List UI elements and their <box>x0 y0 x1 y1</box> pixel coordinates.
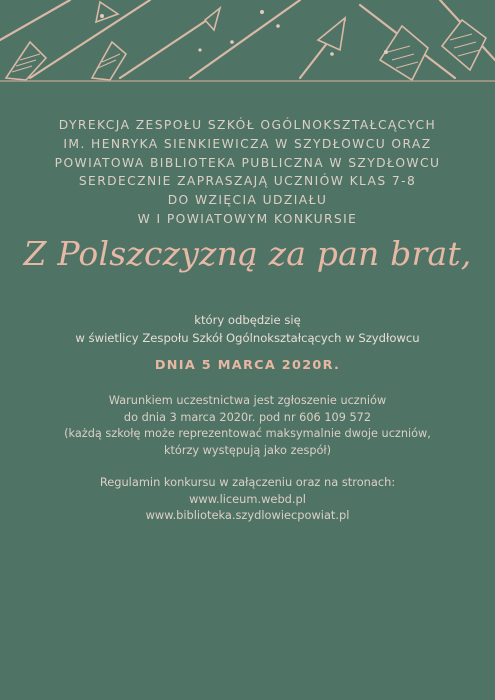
event-location <box>0 311 495 347</box>
event-date: DNIA 5 MARCA 2020R. <box>154 358 341 373</box>
regulations-line: Regulamin konkursu w załączeniu oraz na stronach: <box>99 475 396 489</box>
intro-line: DYREKCJA ZESPOŁU SZKÓŁ OGÓLNOKSZTAŁCĄCYCH <box>58 118 437 132</box>
intro-line: DO WZIĘCIA UDZIAŁU <box>167 193 328 208</box>
intro-line: W I POWIATOWYM KONKURSIE <box>137 211 358 226</box>
conditions-line: (każdą szkołę może reprezentować maksymalnie dwoje uczniów, <box>64 427 431 441</box>
conditions-line: do dnia 3 marca 2020r. pod nr 606 109 572 <box>123 410 372 424</box>
website-link-liceum: www.liceum.webd.pl <box>189 491 306 506</box>
intro-line: POWIATOWA BIBLIOTEKA PUBLICZNA W SZYDŁOWCU <box>54 155 441 170</box>
participation-conditions <box>0 393 495 459</box>
conditions-line: Warunkiem uczestnictwa jest zgłoszenie uczniów <box>108 394 387 407</box>
location-line: w świetlicy Zespołu Szkół Ogólnokształcących w Szydłowcu <box>75 331 420 345</box>
website-link-biblioteka: www.biblioteka.szydlowiecpowiat.pl <box>145 508 350 523</box>
conditions-line: którzy występują jako zespół) <box>163 443 332 457</box>
decoration-divider <box>0 80 495 82</box>
intro-line: SERDECZNIE ZAPRASZAJĄ UCZNIÓW KLAS 7-8 <box>78 174 417 189</box>
location-line: który odbędzie się <box>194 313 301 327</box>
organizers-intro <box>0 116 495 229</box>
arrows-and-feathers-icon <box>0 0 495 82</box>
regulations-info <box>0 474 495 524</box>
intro-line: IM. HENRYKA SIENKIEWICZA W SZYDŁOWCU ORAZ <box>63 136 432 151</box>
contest-title: Z Polszczyzną za pan brat, <box>23 234 472 273</box>
